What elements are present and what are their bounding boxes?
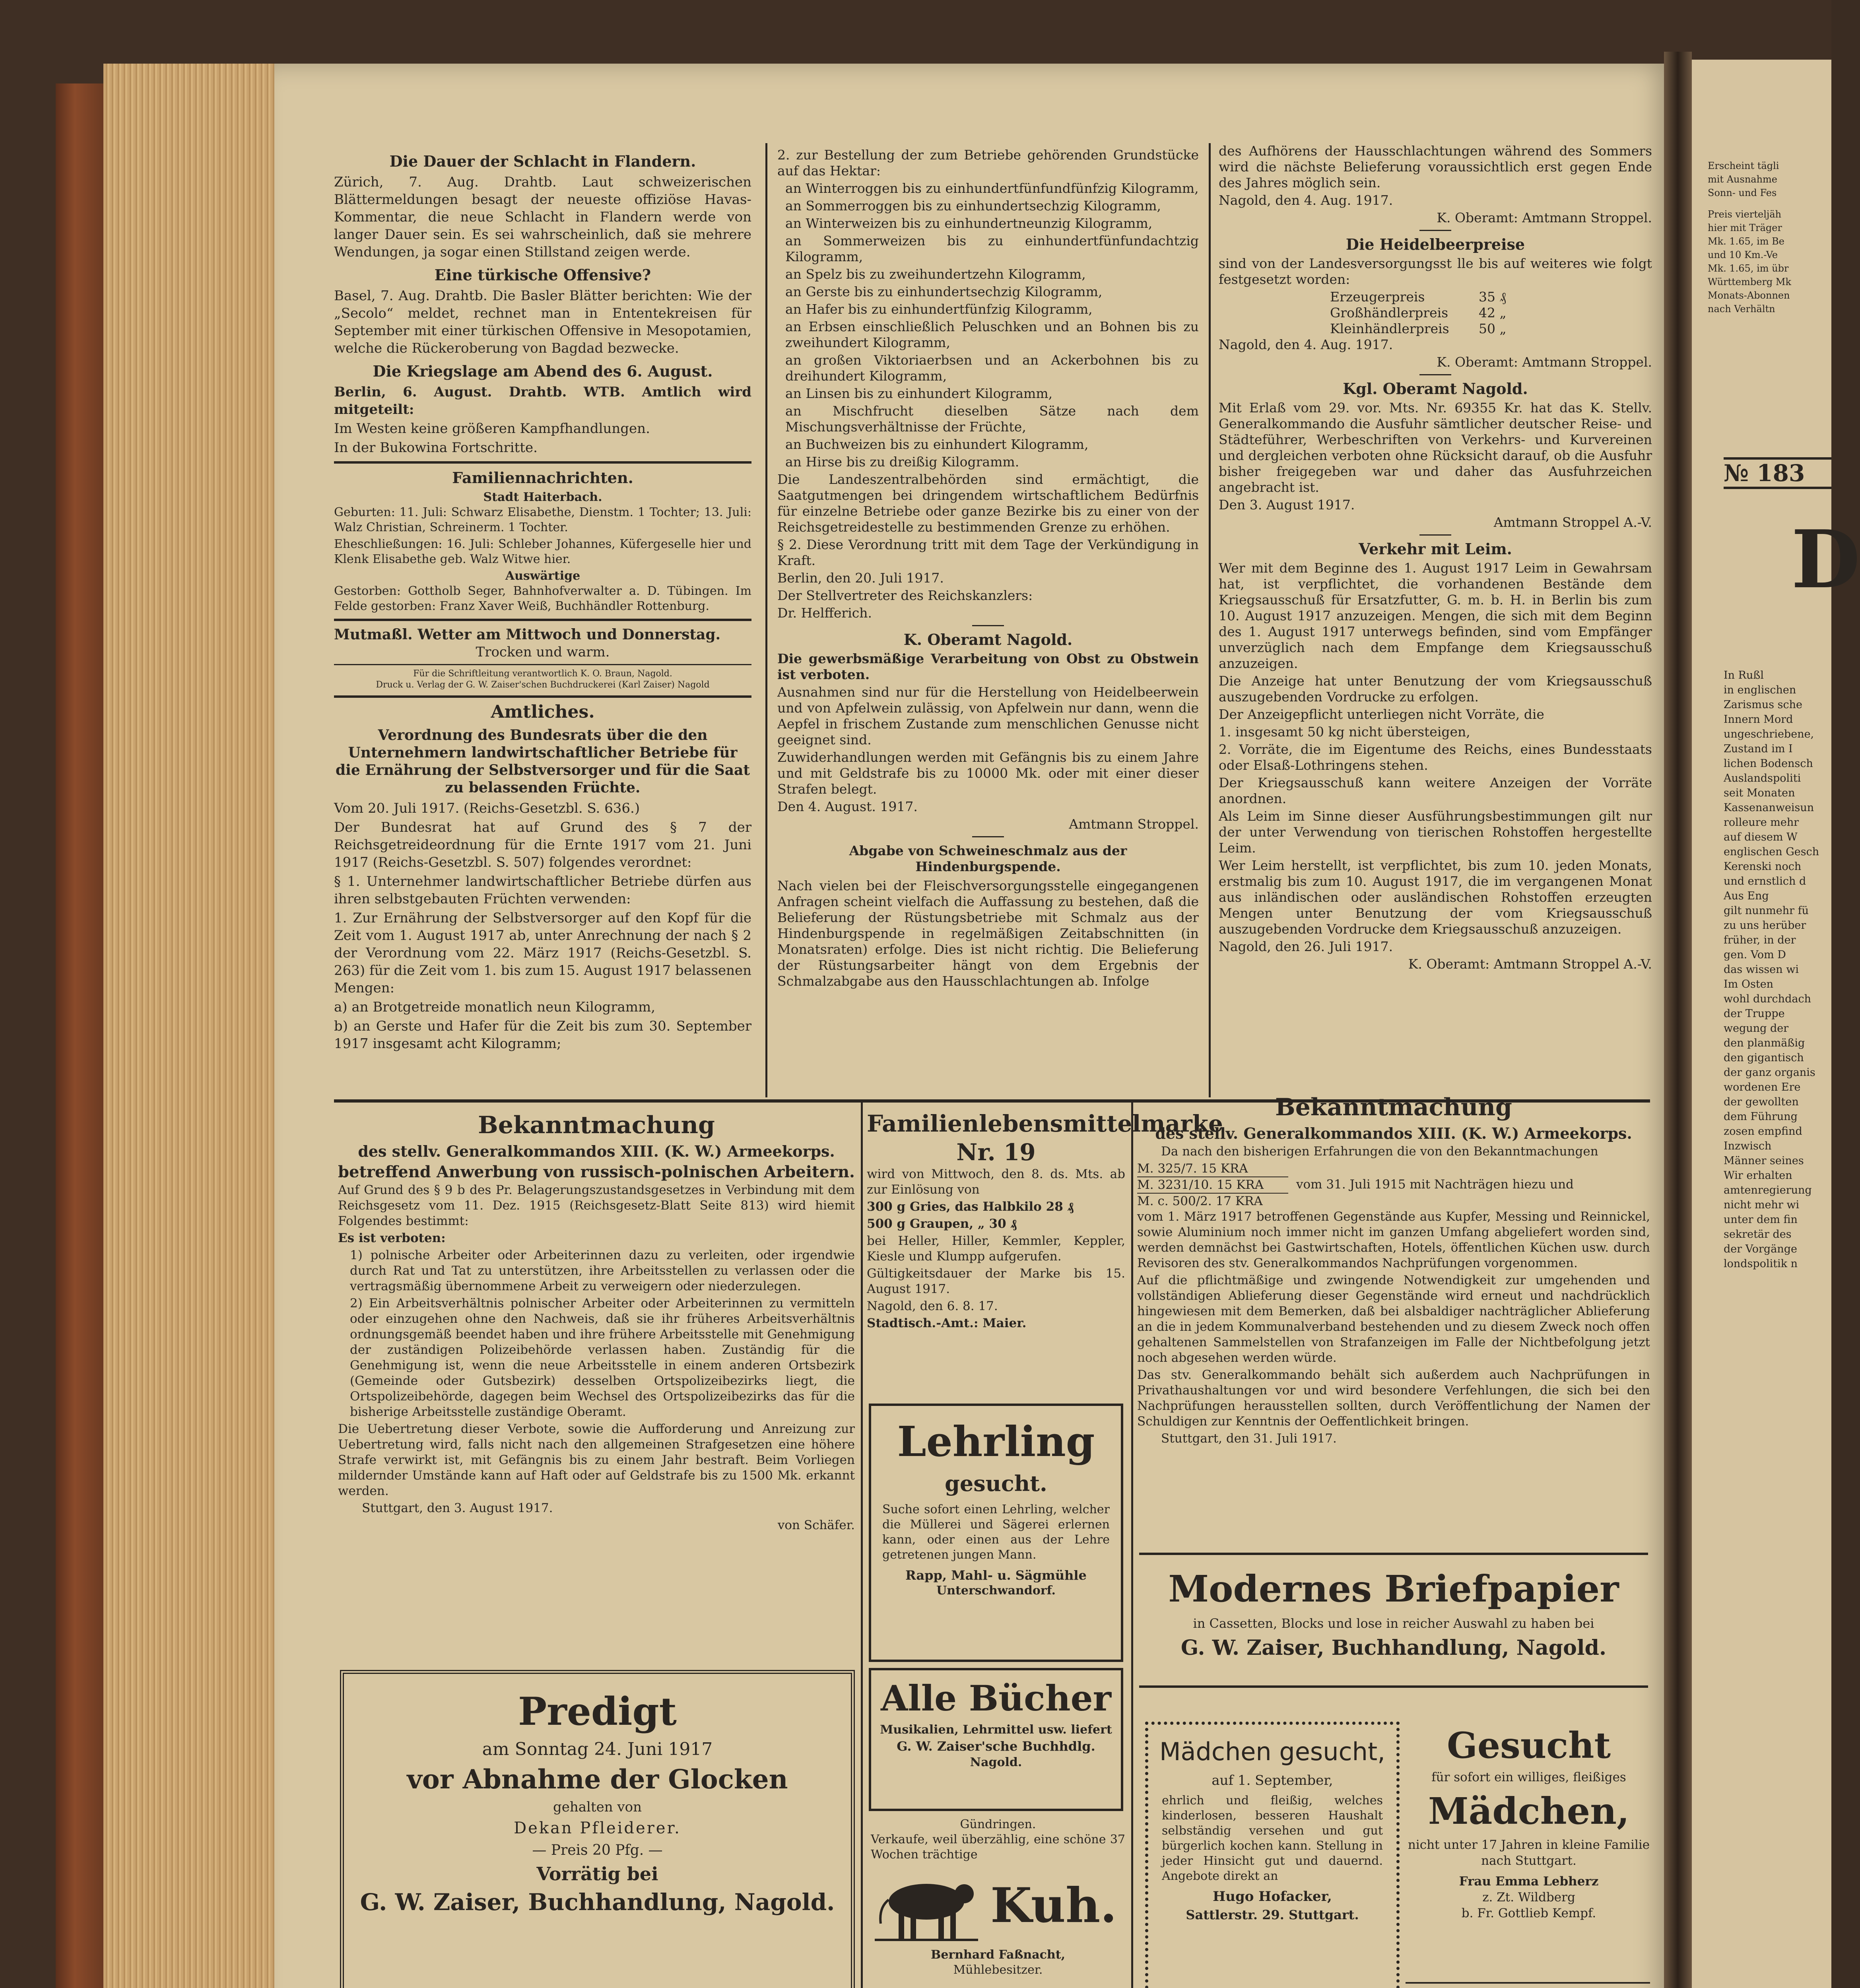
line: den gigantisch [1724,1052,1804,1064]
divider [334,619,751,621]
leim-text-3: Der Anzeigepflicht unterliegen nicht Vorräte, die [1219,707,1544,722]
book-spine [56,83,103,1988]
ad-russ-text-2: Die Uebertretung dieser Verbote, sowie die Aufforderung und Anreizung zur Uebertretung wird, falls nicht nach den allgemeinen Strafgesetzen eine höhere Strafe verwirkt ist, mit Gefängnis bis zu einem Jahr bestraft. Beim Vorliegen mildernder Umstände kann auf Haft oder auf Geldstrafe bis zu 1500 Mk. erkannt werden. [338,1422,855,1498]
kuh-text: Verkaufe, weil überzählig, eine schöne 37 Wochen trächtige [871,1833,1125,1862]
line: Wir erhalten [1724,1169,1792,1182]
ad-russ-polish [338,1109,855,1535]
adjacent-header [1708,159,1827,316]
header-line: mit Ausnahme [1708,174,1777,185]
line: lichen Bodensch [1724,757,1813,770]
line: ungeschriebene, [1724,728,1814,740]
col3-text-0: des Aufhörens der Hausschlachtungen während des Sommers wird die nächste Belieferung voraussichtlich erst gegen Ende des Jahres möglich sein. [1219,143,1652,190]
list-item: an Hirse bis zu dreißig Kilogramm. [785,454,1019,470]
predigt-l7: G. W. Zaiser, Buchhandlung, Nagold. [360,1889,835,1916]
headline-heidelbeer: Die Heidelbeerpreise [1345,235,1525,253]
price-label: Kleinhändlerpreis [1330,321,1449,336]
leim-text-4: 1. insgesamt 50 kg nicht übersteigen, [1219,724,1470,740]
ad-briefpapier [1139,1553,1648,1688]
line: gilt nunmehr fü [1724,905,1809,917]
ad-russ-sub-1: des stellv. Generalkommandos XIII. (K. W.) Armeekorps. [358,1142,835,1160]
divider [334,695,751,698]
leim-text-6: Der Kriegsausschuß kann weitere Anzeigen der Vorräte anordnen. [1219,775,1652,806]
kupfer-refs [1137,1161,1288,1209]
masthead-fragment: D [1791,513,1860,606]
familien-l6: Stadtisch.-Amt.: Maier. [867,1316,1027,1330]
list-item: an Winterroggen bis zu einhundertfünfundfünfzig Kilogramm, [785,181,1199,196]
schw-text: Nach vielen bei der Fleischversorgungsstelle eingegangenen Anfragen scheint vielfach die Auffassung zu bestehen, daß die Belieferung der Rüstungsbetriebe mit Schmalz aus der Hindenburgspende in regelmäßigen Zeitabschnitten (in Monatsraten) erfolge. Dies ist nicht richtig. Die Belieferung der Rüstungsarbeiter hängt von dem Ergebnis der Schmalzabgabe aus den Hausschlachtungen ab. Infolge [777,878,1199,989]
column-rule [861,1101,863,1988]
line: amtenregierung [1724,1184,1812,1196]
maedchen2-l1: für sofort ein williges, fleißiges [1431,1770,1626,1784]
vo-a: a) an Brotgetreide monatlich neun Kilogramm, [334,999,656,1015]
predigt-l4: Dekan Pfleiderer. [514,1819,681,1837]
predigt-l1: am Sonntag 24. Juni 1917 [482,1739,713,1759]
column-rule [765,143,767,1097]
buecher-title: Alle Bücher [880,1677,1112,1719]
kuh-sig-1: Bernhard Faßnacht, [930,1948,1066,1962]
line: englischen Gesch [1724,846,1819,858]
headline-leim: Verkehr mit Leim. [1359,540,1512,558]
article-flandern: Zürich, 7. Aug. Drahtb. Laut schweizerischen Blättermeldungen besagt der neueste offiziöse Havas-Kommentar, die neue Schlacht in Flandern werde von langer Dauer sein. Es sei wahrscheinlich, daß sie mehrere Wendungen, ja sogar einen Stillstand zeigen werde. [334,174,751,260]
fam-text-3: Gestorben: Gottholb Seger, Bahnhofverwalter a. D. Tübingen. Im Felde gestorben: Franz Xaver Weiß, Buchhändler Rottenburg. [334,584,751,613]
adjacent-page [1692,60,1860,1988]
buecher-l2: G. W. Zaiser'sche Buchhdlg. [897,1739,1095,1754]
vo-date: Vom 20. Juli 1917. (Reichs-Gesetzbl. S. 636.) [334,800,640,816]
list-item: an Erbsen einschließlich Peluschken und an Bohnen bis zu zweihundert Kilogramm, [785,319,1199,350]
col3-date-0: Nagold, den 4. Aug. 1917. [1219,192,1393,208]
heid-text: sind von der Landesversorgungsst lle bis auf weiteres wie folgt festgesetzt worden: [1219,256,1652,287]
list-item: an großen Viktoriaerbsen und an Ackerbohnen bis zu dreihundert Kilogramm, [785,352,1199,384]
line: Auslandspoliti [1724,772,1801,784]
column-rule [1209,143,1211,1097]
leim-text-7: Als Leim im Sinne dieser Ausführungsbestimmungen gilt nur der unter Verwendung von tierischen Rohstoffen hergestellte Leim. [1219,808,1652,856]
buecher-l3: Nagold. [970,1755,1022,1769]
line: zu uns herüber [1724,919,1806,932]
maedchen2-title: Gesucht [1446,1724,1611,1767]
obst-title: Die gewerbsmäßige Verarbeitung von Obst zu Obstwein ist verboten. [777,651,1199,682]
familien-title: Familienlebensmittelmarke Nr. 19 [867,1110,1223,1166]
headline-amtliches: Amtliches. [491,702,595,722]
brief-title: Modernes Briefpapier [1168,1567,1619,1610]
line: Zustand im I [1724,743,1793,755]
fam-text-2: Eheschließungen: 16. Juli: Schleber Johannes, Küfergeselle hier und Klenk Elisabethe geb. Walz Witwe hier. [334,537,751,566]
ad-russ-date: Stuttgart, den 3. August 1917. [362,1501,553,1515]
ad-maedchen-lebherz [1408,1722,1650,1921]
ad-lehrling [869,1404,1123,1662]
fam-text-1: Geburten: 11. Juli: Schwarz Elisabethe, Dienstm. 1 Tochter; 13. Juli: Walz Christian, Schreinerm. 1 Tochter. [334,505,751,534]
header-line: Württemberg Mk [1708,276,1792,287]
line: unter dem fin [1724,1213,1798,1226]
column-rule [1131,1101,1133,1988]
fam-sub: Stadt Haiterbach. [483,490,602,504]
maedchen1-text: ehrlich und fleißig, welches kinderlosen, besseren Haushalt selbständig versehen und gut bürgerlich kochen kann. Stellung in jeder Hinsicht gut und dauernd. Angebote direkt an [1162,1794,1383,1883]
article-tuerk: Basel, 7. Aug. Drahtb. Die Basler Blätter berichten: Wie der „Secolo“ meldet, rechnet man in Ententekreisen für September mit einer türkischen Offensive in Mesopotamien, welche die Rückeroberung von Bagdad bezwecke. [334,288,751,356]
col3-sig-2: Amtmann Stroppel A.-V. [1493,514,1652,530]
line: seit Monaten [1724,787,1795,799]
kupfer-text-3: Das stv. Generalkommando behält sich außerdem auch Nachprüfungen in Privathaushaltungen vor und wird besondere Verfehlungen, die sich bei den Nachprüfungen herausstellen sollten, durch Veröffentlichung der Namen der Schuldigen zur Kenntnis der Oeffentlichkeit bringen. [1137,1368,1650,1429]
kgl-text: Mit Erlaß vom 29. vor. Mts. Nr. 69355 Kr. hat das K. Stellv. Generalkommando die Ausfuhr sämtlicher deutscher Reise- und Städteführer, Werbeschriften von Verkehrs- und Kurvereinen und dergleichen verboten ohne Rücksicht darauf, ob die Ausfuhr bisher freigegeben war und daher das Ausfuhrzeichen angebracht ist. [1219,400,1652,495]
buecher-l1: Musikalien, Lehrmittel usw. liefert [880,1723,1112,1737]
headline-flandern: Die Dauer der Schlacht in Flandern. [389,152,696,170]
issue-number: № 183 [1724,457,1831,489]
ad-russ-verb: Es ist verboten: [338,1231,446,1245]
col3-sig-3: K. Oberamt: Amtmann Stroppel A.-V. [1408,956,1652,972]
kupfer-sub: des stellv. Generalkommandos XIII. (K. W.) Armeekorps. [1155,1124,1632,1142]
familien-l1: 300 g Gries, das Halbkilo 28 ₰ [867,1200,1074,1214]
predigt-title: Predigt [518,1689,677,1734]
maedchen2-sig-3: b. Fr. Gottlieb Kempf. [1461,1906,1596,1920]
ad-russ-title: Bekanntmachung [478,1111,715,1139]
ad-russ-text-1: Auf Grund des § 9 b des Pr. Belagerungszustandsgesetzes in Verbindung mit dem Reichsgesetz vom 11. Dez. 1915 (Reichsgesetz-Blatt Seite 813) wird hiemit Folgendes bestimmt: [338,1183,855,1228]
wetter: Mutmaßl. Wetter am Mittwoch und Donnerstag. [334,626,721,643]
line: Männer seines [1724,1155,1804,1167]
obst-text-2: Zuwiderhandlungen werden mit Gefängnis bis zu einem Jahre und mit Geldstrafe bis zu 10000 Mk. oder mit einer dieser Strafen belegt. [777,749,1199,797]
line: auf diesem W [1724,831,1798,843]
line: Im Osten [1724,978,1774,990]
familien-l4: Gültigkeitsdauer der Marke bis 15. August 1917. [867,1266,1125,1296]
header-line: Mk. 1.65, im übr [1708,263,1789,274]
leim-text-1: Wer mit dem Beginne des 1. August 1917 Leim in Gewahrsam hat, ist verpflichtet, die vorhandenen Bestände dem Kriegsausschuß für Ersatzfutter, G. m. b. H. in Berlin bis zum 10. August 1917 anzuzeigen. Mengen, die sich mit dem Beginn des 1. August 1917 unterwegs befinden, sind vom Empfänger unverzüglich nach dem Empfange dem Kriegsausschuß anzuzeigen. [1219,560,1652,671]
list-item: an Spelz bis zu zweihundertzehn Kilogramm, [785,266,1086,282]
line: den planmäßig [1724,1037,1805,1049]
headline-verordnung: Verordnung des Bundesrats über die den Unternehmern landwirtschaftlicher Betriebe für die Ernährung der Selbstversorger und für die Saat zu belassenden Früchte. [336,727,750,796]
price-label: Großhändlerpreis [1330,305,1448,320]
ad-russ-p1: 1) polnische Arbeiter oder Arbeiterinnen dazu zu verleiten, oder irgendwie durch Rat und Tat zu unterstützen, ihre Arbeitsstellen zu verlassen oder die vertragsmäßig übernommene Arbeit zu verweigern oder niederzulegen. [350,1248,855,1293]
impressum-2: Druck u. Verlag der G. W. Zaiser'schen Buchdruckerei (Karl Zaiser) Nagold [376,680,710,690]
line: Kerenski noch [1724,860,1802,873]
column-2 [777,147,1199,991]
col2-sig-1b: Dr. Helfferich. [777,605,872,621]
line: dem Führung [1724,1110,1798,1123]
price-value: 42 „ [1479,305,1507,320]
col3-date-1: Nagold, den 4. Aug. 1917. [1219,337,1393,352]
ad-feldpost [1406,1982,1650,1988]
line: gen. Vom D [1724,949,1786,961]
page-gutter [1664,52,1692,1988]
lehrling-text: Suche sofort einen Lehrling, welcher die Müllerei und Sägerei erlernen kann, oder einen aus der Lehre getretenen jungen Mann. [882,1503,1110,1562]
list-item: an Sommerroggen bis zu einhundertsechzig Kilogramm, [785,198,1161,214]
header-line: Erscheint tägli [1708,160,1779,171]
kriegslage-text-2: Im Westen keine größeren Kampfhandlungen. [334,421,650,437]
list-item: an Sommerweizen bis zu einhundertfünfundachtzig Kilogramm, [785,233,1199,264]
maedchen2-sig-1: Frau Emma Lebherz [1459,1874,1599,1889]
col3-sig-1: K. Oberamt: Amtmann Stroppel. [1437,354,1652,370]
col2-sig-2: Amtmann Stroppel. [1069,816,1199,832]
line: der ganz organis [1724,1066,1815,1079]
leim-text-5: 2. Vorräte, die im Eigentume des Reichs, eines Bundesstaats oder Elsaß-Lothringens stehen. [1219,742,1652,773]
line: rolleure mehr [1724,816,1799,829]
ad-predigt [340,1670,855,1988]
vo-text-1: Der Bundesrat hat auf Grund des § 7 der Reichsgetreideordnung für die Ernte 1917 vom 21. Juni 1917 (Reichs-Gesetzbl. S. 507) folgendes verordnet: [334,819,751,870]
brief-text: in Cassetten, Blocks und lose in reicher Auswahl zu haben bei [1193,1616,1594,1631]
lehrling-sub: gesucht. [945,1471,1047,1496]
page-edges [103,64,274,1988]
column-3 [1219,143,1652,974]
list-item: an Mischfrucht dieselben Sätze nach dem Mischungsverhältnisse der Früchte, [785,403,1199,435]
kupfer-date: Stuttgart, den 31. Juli 1917. [1161,1431,1337,1446]
col2-text-2: § 2. Diese Verordnung tritt mit dem Tage der Verkündigung in Kraft. [777,537,1199,568]
vo-text-3: 1. Zur Ernährung der Selbstversorger auf den Kopf für die Zeit vom 1. August 1917 ab, unter Anrechnung der nach § 2 der Verordnung vom 22. März 1917 (Reichs-Gesetzbl. S. 263) für die Zeit vom 1. bis zum 15. August 1917 belassenen Mengen: [334,910,751,996]
col2-date-2: Den 4. August. 1917. [777,799,918,814]
leim-text-2: Die Anzeige hat unter Benutzung der vom Kriegsausschuß auszugebenden Vordrucke zu erfolgen. [1219,673,1652,705]
brief-sig: G. W. Zaiser, Buchhandlung, Nagold. [1180,1636,1607,1660]
divider [334,664,751,665]
header-line: Sonn- und Fes [1708,187,1777,198]
familien-l5: Nagold, den 6. 8. 17. [867,1299,998,1313]
line: In Rußl [1724,669,1764,681]
col2-intro: 2. zur Bestellung der zum Betriebe gehörenden Grundstücke auf das Hektar: [777,147,1199,179]
line: der gewollten [1724,1096,1799,1108]
divider [334,461,751,464]
line: früher, in der [1724,934,1796,946]
col3-sig-0: K. Oberamt: Amtmann Stroppel. [1437,210,1652,225]
predigt-l2: vor Abnahme der Glocken [407,1764,788,1795]
ad-russ-p2: 2) Ein Arbeitsverhältnis polnischer Arbeiter oder Arbeiterinnen zu vermitteln oder einzugehen ohne den Nachweis, daß sie ihr früheres Arbeitsverhältnis ordnungsgemäß beendet haben und ihre frühere Arbeitsstelle mit Genehmigung der zuständigen Polizeibehörde verlassen haben. Zuständig für die Genehmigung ist, wenn die neue Arbeitsstelle in einem anderen Ortsbezirk (Gemeinde oder Gutsbezirk) desselben Ortspolizeibezirks liegt, die Ortspolizeibehörde, dagegen beim Wechsel des Ortspolizeibezirks das für die bisherige Arbeitsstelle zuständige Oberamt. [350,1296,855,1419]
kuh-sig-2: Mühlebesitzer. [953,1963,1043,1977]
line: sekretär des [1724,1228,1792,1241]
maedchen1-title: Mädchen gesucht, [1159,1737,1385,1766]
line: das wissen wi [1724,963,1799,976]
separator [972,836,1004,837]
impressum-1: Für die Schriftleitung verantwortlich K. O. Braun, Nagold. [413,669,672,679]
maedchen2-l2: nicht unter 17 Jahren in kleine Familie nach Stuttgart. [1408,1838,1650,1868]
price-value: 50 „ [1479,321,1507,336]
line: der Truppe [1724,1008,1785,1020]
price-table [1219,289,1537,337]
kupfer-text-2: Auf die pflichtmäßige und zwingende Notwendigkeit zur umgehenden und vollständigen Ablieferung dieser Gegenstände wird erneut und nachdrücklich hingewiesen mit dem Bemerken, daß bei alsbaldiger nachträglicher Ablieferung an die in jedem Kommunalverband bestehenden und zu diesem Zweck noch offen gehaltenen Sammelstellen von Strafanzeigen im Falle der Nichtbefolgung jetzt noch abgesehen werden würde. [1137,1273,1650,1365]
vo-b: b) an Gerste und Hafer für die Zeit bis zum 30. September 1917 insgesamt acht Kilogramm; [334,1018,751,1052]
kriegslage-text-3: In der Bukowina Fortschritte. [334,440,538,456]
seed-list [777,181,1199,470]
ad-buecher [869,1668,1123,1811]
ad-russ-sub-2: betreffend Anwerbung von russisch-polnischen Arbeitern. [338,1163,855,1181]
ad-russ-sig: von Schäfer. [777,1518,855,1532]
list-item: an Winterweizen bis zu einhundertneunzig Kilogramm, [785,215,1153,231]
maedchen2-title-2: Mädchen, [1428,1790,1630,1833]
lehrling-sig-2: Unterschwandorf. [936,1584,1056,1598]
kupfer-ref: M. c. 500/2. 17 KRA [1137,1194,1263,1208]
familien-l2: 500 g Graupen, „ 30 ₰ [867,1217,1017,1231]
obst-text-1: Ausnahmen sind nur für die Herstellung von Heidelbeerwein und von Apfelwein zulässig, von Apfelwein nur dann, wenn die Aepfel in frischem Zustande zum menschlichen Genusse nicht geeignet sind. [777,684,1199,747]
kuh-place: Gündringen. [960,1817,1036,1831]
price-row [1330,305,1537,321]
ad-maedchen-hofacker [1145,1722,1400,1988]
separator [1419,374,1451,375]
separator [972,625,1004,626]
header-line: nach Verhältn [1708,303,1775,315]
line: der Vorgänge [1724,1243,1797,1255]
fam-sub-2: Auswärtige [505,569,581,583]
headline-familiennachrichten: Familiennachrichten. [452,469,633,487]
list-item: an Gerste bis zu einhundertsechzig Kilogramm, [785,284,1103,299]
predigt-l5: — Preis 20 Pfg. — [532,1842,663,1858]
line: Kassenanweisun [1724,802,1814,814]
kupfer-ref: M. 325/7. 15 KRA [1137,1161,1288,1177]
cow-icon [871,1864,982,1947]
wetter-2: Trocken und warm. [476,644,610,660]
kuh-title: Kuh. [990,1877,1117,1934]
lehrling-title: Lehrling [897,1417,1095,1466]
line: londspolitik n [1724,1258,1798,1270]
leim-text-8: Wer Leim herstellt, ist verpflichtet, bis zum 10. jeden Monats, erstmalig bis zum 10. August 1917, die im vergangenen Monat aus inländischen oder ausländischen Rohstoffen erzeugten Mengen unter Benutzung der vom Kriegsausschuß auszugebenden Vordrucke dem Kriegsausschuß anzuzeigen. [1219,858,1652,937]
maedchen1-l1: auf 1. September, [1212,1773,1333,1788]
predigt-l6: Vorrätig bei [536,1863,658,1885]
maedchen1-sig-1: Hugo Hofacker, [1213,1889,1332,1905]
line: wordenen Ere [1724,1081,1801,1093]
headline-kriegslage: Die Kriegslage am Abend des 6. August. [373,362,713,380]
familien-text: wird von Mittwoch, den 8. ds. Mts. ab zur Einlösung von [867,1167,1125,1197]
ad-kupfer [1137,1091,1650,1448]
line: wohl durchdach [1724,993,1811,1005]
line: und ernstlich d [1724,875,1806,887]
price-label: Erzeugerpreis [1330,289,1425,305]
price-row [1330,289,1537,305]
kupfer-text-1: Da nach den bisherigen Erfahrungen die von den Bekanntmachungen [1161,1144,1598,1159]
line: zosen empfind [1724,1125,1802,1138]
col3-date-3: Nagold, den 26. Juli 1917. [1219,939,1393,954]
list-item: an Hafer bis zu einhundertfünfzig Kilogramm, [785,301,1093,317]
col3-date-2: Den 3. August 1917. [1219,497,1355,513]
separator [1419,534,1451,536]
header-line: Mk. 1.65, im Be [1708,236,1784,247]
price-value: 35 ₰ [1479,289,1506,305]
kupfer-ref-text-1: vom 31. Juli 1915 mit Nachträgen hiezu und [1296,1177,1574,1192]
line: Inzwisch [1724,1140,1772,1152]
list-item: an Buchweizen bis zu einhundert Kilogramm, [785,437,1089,452]
col2-text-1: Die Landeszentralbehörden sind ermächtigt, die Saatgutmengen bei dringendem wirtschaftlichem Bedürfnis für einzelne Betriebe oder ganze Bezirke bis zu einer von der Reichsgetreidestelle zu bestimmenden Grenze zu erhöhen. [777,472,1199,535]
headline-oberamt: K. Oberamt Nagold. [903,631,1073,648]
kupfer-ref-text-2: vom 1. März 1917 betroffenen Gegenstände aus Kupfer, Messing und Reinnickel, sowie Aluminium noch immer nicht im ganzen Umfang abgeliefert worden sind, werden demnächst bei Gastwirtschaften, Hotels, öffentlichen Küchen usw. durch Revisoren des stv. Generalkommandos Nachprüfungen vorgenommen. [1137,1209,1650,1270]
col2-date-1: Berlin, den 20. Juli 1917. [777,570,944,586]
vo-text-2: § 1. Unternehmer landwirtschaftlicher Betriebe dürfen aus ihren selbstgebauten Früchten verwenden: [334,874,751,907]
line: wegung der [1724,1022,1789,1035]
adjacent-article [1724,668,1831,1271]
headline-tuerk: Eine türkische Offensive? [434,266,651,284]
header-line: Monats-Abonnen [1708,290,1790,301]
line: Zarismus sche [1724,699,1803,711]
price-row [1330,321,1537,337]
lehrling-sig-1: Rapp, Mahl- u. Sägmühle [905,1568,1087,1583]
header-line: hier mit Träger [1708,222,1782,233]
line: Innern Mord [1724,713,1793,726]
predigt-l3: gehalten von [553,1799,642,1815]
familien-l3: bei Heller, Hiller, Kemmler, Keppler, Kiesle und Klumpp aufgerufen. [867,1234,1125,1264]
kupfer-refs-row [1137,1161,1650,1209]
header-line: Preis vierteljäh [1708,209,1782,220]
list-item: an Linsen bis zu einhundert Kilogramm, [785,386,1053,401]
maedchen2-sig-2: z. Zt. Wildberg [1482,1890,1575,1905]
ad-kuh [871,1817,1125,1978]
header-line: und 10 Km.-Ve [1708,249,1778,260]
kuh-row [871,1864,1125,1947]
line: nicht mehr wi [1724,1199,1800,1211]
headline-schweineschmalz: Abgabe von Schweineschmalz aus der Hindenburgspende. [849,843,1127,874]
line: Aus Eng [1724,890,1769,902]
line: in englischen [1724,684,1796,696]
kriegslage-text-1: Berlin, 6. August. Drahtb. WTB. Amtlich wird mitgeteilt: [334,384,751,417]
kupfer-ref: M. 3231/10. 15 KRA [1137,1177,1288,1194]
headline-kgl-oberamt: Kgl. Oberamt Nagold. [1343,380,1528,398]
col2-sig-1: Der Stellvertreter des Reichskanzlers: [777,588,1033,603]
maedchen1-sig-2: Sattlerstr. 29. Stuttgart. [1186,1907,1359,1922]
kupfer-title: Bekanntmachung [1275,1093,1512,1121]
column-1 [334,147,751,1054]
separator [1419,230,1451,231]
